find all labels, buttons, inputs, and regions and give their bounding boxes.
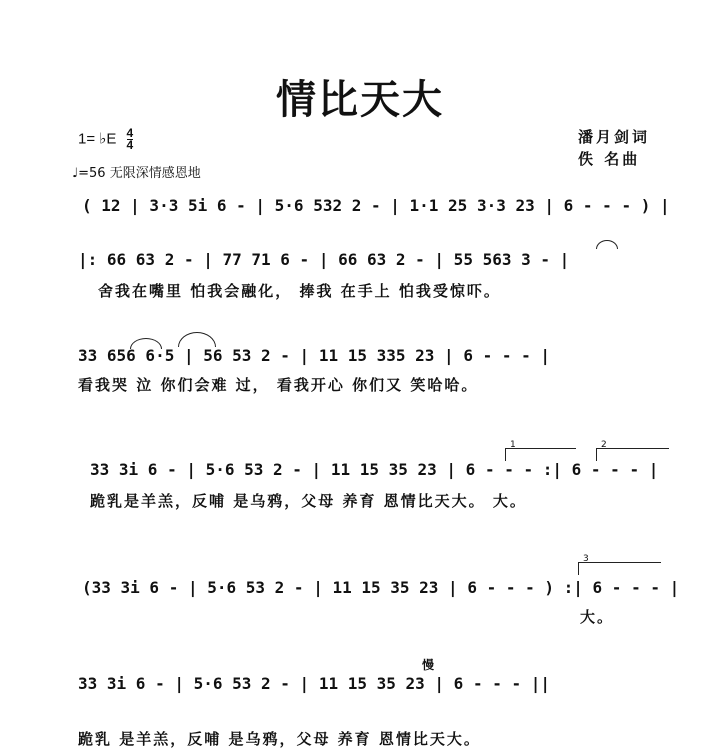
composer-credit: 佚 名曲 <box>578 150 641 168</box>
slow-marking: 慢 <box>422 658 435 672</box>
time-signature-top: 4 <box>126 126 134 140</box>
tie-mark <box>596 240 618 249</box>
score-line-4-lyrics: 跪乳是羊羔，反哺 是乌鸦，父母 养育 恩情比天大。 大。 <box>90 492 527 510</box>
score-line-3-notes: 33 656 6·5 | 56 53 2 - | 11 15 335 23 | 6 - - - | <box>78 346 551 365</box>
lyricist-credit: 潘月剑词 <box>578 128 651 146</box>
score-line-1-notes: ( 12 | 3·3 5i 6 - | 5·6 532 2 - | 1·1 25 3·3 23 | 6 - - - ) | <box>82 196 670 215</box>
score-line-4-notes: 33 3i 6 - | 5·6 53 2 - | 11 15 35 23 | 6 - - - :| 6 - - - | <box>90 460 659 479</box>
score-line-6-lyrics: 跪乳 是羊羔，反哺 是乌鸦，父母 养育 恩情比天大。 <box>78 730 481 748</box>
volta-number: 1 <box>510 440 516 450</box>
volta-bracket-3 <box>578 554 661 575</box>
tie-mark <box>178 332 216 347</box>
score-line-6-notes: 33 3i 6 - | 5·6 53 2 - | 11 15 35 23 | 6 - - - || <box>78 674 551 693</box>
score-line-2-notes: |: 66 63 2 - | 77 71 6 - | 66 63 2 - | 55 563 3 - | <box>78 250 570 269</box>
tempo-marking: ♩=56 无限深情感恩地 <box>72 166 201 181</box>
time-signature-bottom: 4 <box>126 138 134 152</box>
score-line-2-lyrics: 舍我在嘴里 怕我会融化， 捧我 在手上 怕我受惊吓。 <box>98 282 501 300</box>
key-signature <box>78 128 133 151</box>
score-line-3-lyrics: 看我哭 泣 你们会难 过， 看我开心 你们又 笑哈哈。 <box>78 376 479 394</box>
score-line-5-lyrics: 大。 <box>580 608 615 626</box>
key-text: 1= ♭E <box>78 130 117 148</box>
time-signature <box>127 128 134 151</box>
volta-number: 3 <box>583 554 589 564</box>
song-title: 情比天大 <box>276 77 444 123</box>
score-line-5-notes: (33 3i 6 - | 5·6 53 2 - | 11 15 35 23 | 6 - - - ) :| 6 - - - | <box>82 578 680 597</box>
volta-number: 2 <box>601 440 607 450</box>
